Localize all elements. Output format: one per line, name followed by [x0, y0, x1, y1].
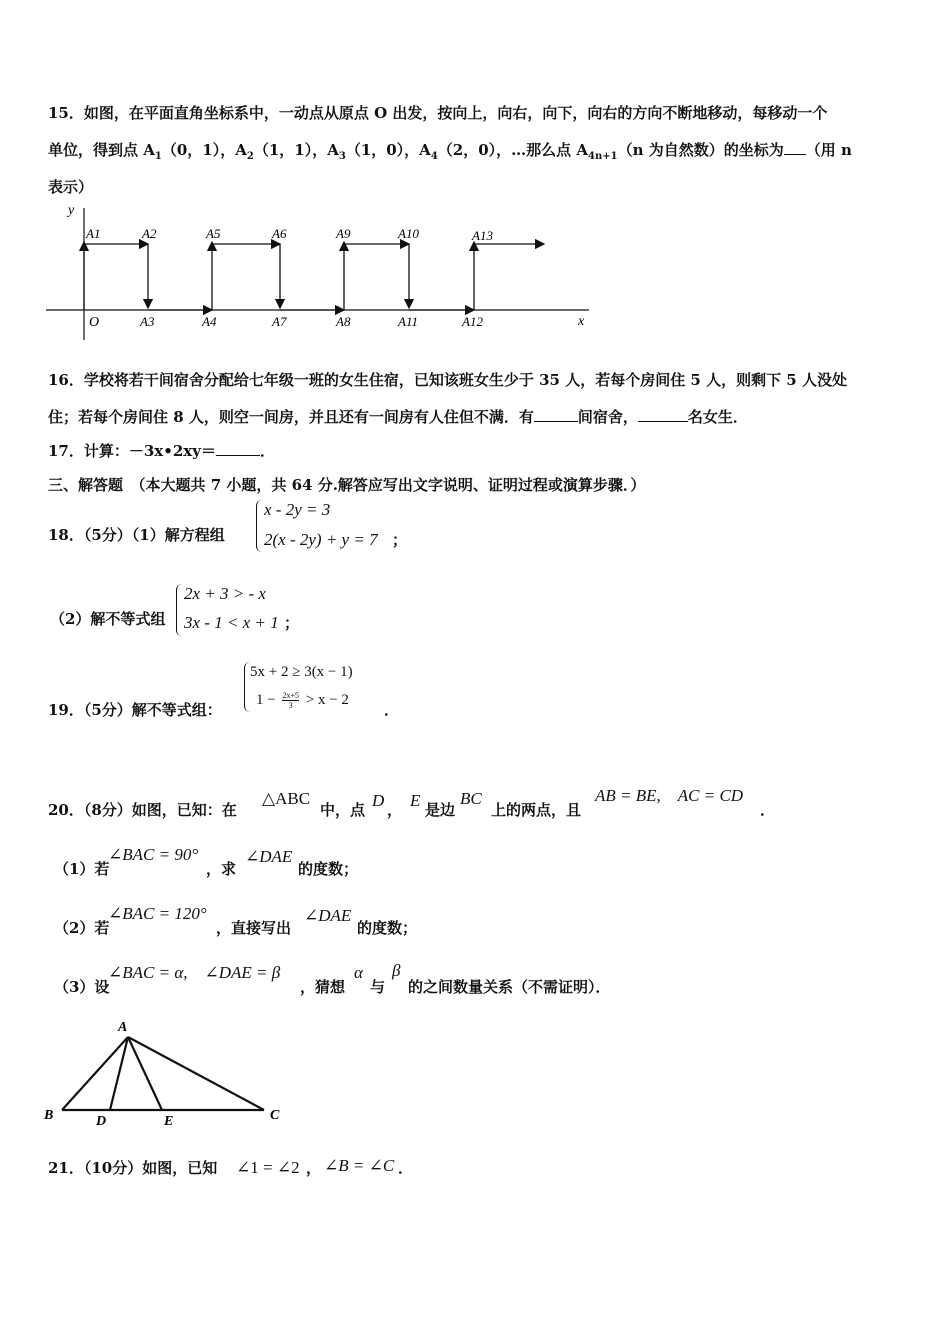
- q20-text: 中，点: [320, 801, 366, 819]
- q20-p3-math: ∠BAC = α, ∠DAE = β: [108, 963, 281, 982]
- point-label: A3: [140, 314, 155, 329]
- q20-end: ．: [760, 801, 776, 819]
- q20-p2-math2: ∠DAE: [304, 906, 352, 925]
- q20-p2: （2）若: [54, 919, 110, 937]
- q18-ineq2: 3x - 1 < x + 1: [184, 613, 279, 632]
- brace: [256, 500, 263, 552]
- q15-line3: 表示）: [48, 178, 94, 196]
- q20-p2-text2: 的度数；: [357, 919, 418, 937]
- q18-label: 18．（5分）（1）解方程组: [48, 526, 225, 544]
- brace: [176, 584, 183, 636]
- q20-text: 上的两点，且: [491, 801, 582, 819]
- q20-p2-math: ∠BAC = 120°: [108, 904, 207, 923]
- q20-D: D: [372, 791, 385, 810]
- answer-blank: [534, 407, 578, 422]
- point-label: A8: [336, 314, 351, 329]
- point-label: A6: [272, 226, 287, 241]
- q19-label: 19．（5分）解不等式组：: [48, 701, 222, 719]
- q21-math1: ∠1 = ∠2: [236, 1158, 300, 1177]
- point-label: A5: [206, 226, 221, 241]
- q15-figure: [44, 200, 604, 350]
- q20-p3-alpha: α: [354, 963, 363, 982]
- q21-end: ．: [398, 1159, 414, 1177]
- answer-blank: [216, 441, 260, 456]
- point-label: A2: [142, 226, 157, 241]
- q20-p3: （3）设: [54, 978, 110, 996]
- q21-math2: ∠B = ∠C: [324, 1156, 395, 1175]
- answer-blank: [638, 407, 688, 422]
- q20-p1-text: ，求: [206, 860, 237, 878]
- q20-tri: △ABC: [262, 789, 311, 808]
- q20-BC: BC: [460, 789, 482, 808]
- q19-ineq1: 5x + 2 ≥ 3(x − 1): [250, 664, 353, 680]
- q20-p3-text2: 的之间数量关系（不需证明）．: [408, 978, 611, 996]
- q18-end1: ；: [392, 531, 408, 549]
- q20-cond: AB = BE, AC = CD: [595, 786, 744, 805]
- q19-ineq2: 1 − $\frac{2x+5}{3}$ > x − 2: [256, 691, 349, 711]
- q20-p1-text2: 的度数；: [298, 860, 359, 878]
- q18-eq2: 2(x - 2y) + y = 7: [264, 530, 378, 549]
- q20-comma: ，: [387, 801, 403, 819]
- vertex-A: A: [118, 1020, 128, 1035]
- q20-p3-text: ，猜想: [300, 978, 346, 996]
- q20-p2-text: ，直接写出: [216, 919, 292, 937]
- q17: 17．计算：－3x•2xy＝ ．: [48, 442, 275, 460]
- q20-E: E: [410, 791, 421, 810]
- origin-label: O: [89, 315, 100, 330]
- vertex-B: B: [44, 1108, 54, 1123]
- point-label: A11: [398, 314, 418, 329]
- y-axis-label: y: [68, 203, 75, 218]
- vertex-E: E: [164, 1114, 174, 1129]
- q20-text: 是边: [425, 801, 456, 819]
- q18-label2: （2）解不等式组: [50, 610, 166, 628]
- q18-eq1: x - 2y = 3: [264, 500, 331, 519]
- q16-line2: 住；若每个房间住 8 人，则空一间房，并且还有一间房有人住但不满．有 间宿舍， 名女生．: [48, 408, 748, 426]
- q18-end2: ；: [284, 614, 300, 632]
- q18-ineq1: 2x + 3 > - x: [184, 584, 266, 603]
- point-label: A13: [472, 228, 493, 243]
- point-label: A12: [462, 314, 483, 329]
- point-label: A1: [86, 226, 101, 241]
- q20-label: 20．（8分）如图，已知：在: [48, 801, 237, 819]
- q15-line1: 15．如图，在平面直角坐标系中，一动点从原点 O 出发，按向上，向右，向下，向右的方向不断地移动，每移动一个: [48, 104, 828, 122]
- point-label: A4: [202, 314, 217, 329]
- q20-figure: [40, 1015, 300, 1130]
- point-label: A7: [272, 314, 287, 329]
- q20-p3-beta: β: [392, 961, 401, 980]
- q19-end: ．: [384, 701, 400, 719]
- q15-line2: 单位，得到点 $A_1(0$，1），$A_2(1$，1），$A_3(1$，0），$A_4(2$，0），…那么点 $A_{4n+1}(n$ 为自然数）的坐标为 （用 n: [48, 141, 852, 162]
- section-heading: 三、解答题 （本大题共 7 小题，共 64 分.解答应写出文字说明、证明过程或演算步骤．）: [48, 476, 646, 494]
- vertex-D: D: [96, 1114, 107, 1129]
- point-label: A10: [398, 226, 419, 241]
- q20-p1-math2: ∠DAE: [245, 847, 293, 866]
- point-label: A9: [336, 226, 351, 241]
- q21-label: 21．（10分）如图，已知: [48, 1159, 218, 1177]
- q16-line1: 16．学校将若干间宿舍分配给七年级一班的女生住宿，已知该班女生少于 35 人，若每个房间住 5 人，则剩下 5 人没处: [48, 371, 847, 389]
- q20-p1-math: ∠BAC = 90°: [108, 845, 199, 864]
- x-axis-label: x: [578, 314, 585, 329]
- q20-p1: （1）若: [54, 860, 110, 878]
- answer-blank: [784, 140, 806, 155]
- q21-comma: ，: [306, 1159, 322, 1177]
- vertex-C: C: [270, 1108, 280, 1123]
- q20-p3-with: 与: [370, 978, 386, 996]
